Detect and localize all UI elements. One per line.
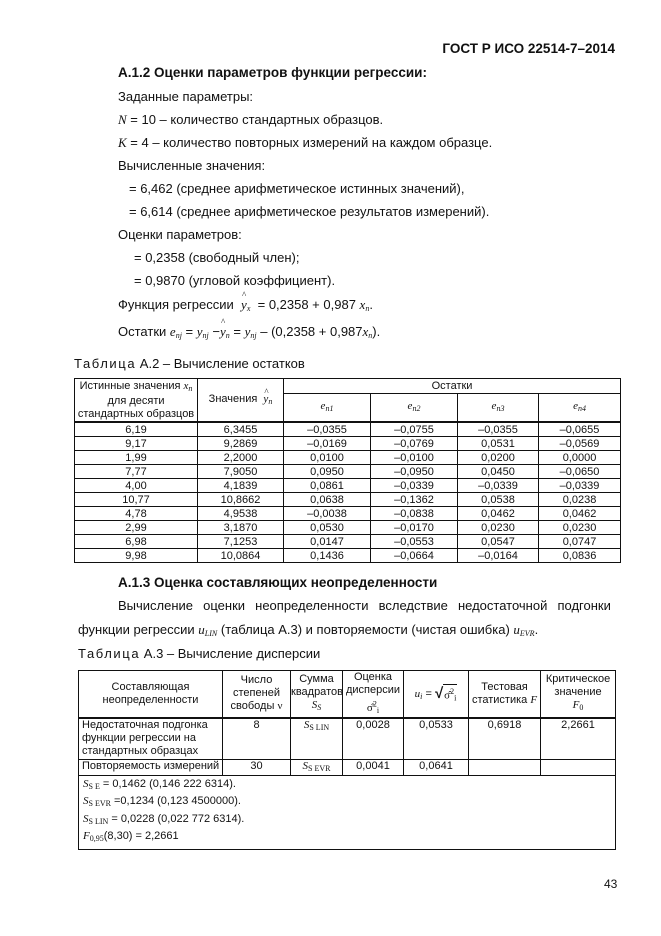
residual-cell: –0,1362 bbox=[371, 493, 458, 507]
k-param-text: = 4 – количество повторных измерений на каждом образце. bbox=[126, 135, 493, 150]
y-hat-symbol: ^ $y_x$ bbox=[241, 297, 250, 313]
table-row bbox=[75, 465, 621, 479]
true-values-header: Истинные значения $x_n$ для десяти стандартных образцов bbox=[75, 379, 198, 423]
sum-squares-header: Сумма квадратов $S_S$ bbox=[291, 671, 343, 718]
fitted-value-cell: 7,9050 bbox=[198, 465, 284, 479]
true-value-cell: 1,99 bbox=[75, 451, 198, 465]
caption-prefix: Таблица bbox=[74, 356, 137, 371]
mean-true-values: = 6,462 (среднее арифметическое истинных значений), bbox=[129, 181, 465, 196]
residual-cell: 0,0100 bbox=[284, 451, 371, 465]
residual-cell: –0,0664 bbox=[371, 549, 458, 563]
e-n2-header: $e_{n2}$ bbox=[371, 394, 458, 423]
residual-cell: –0,0838 bbox=[371, 507, 458, 521]
caption-prefix: Таблица bbox=[78, 646, 141, 661]
component-lack-of-fit: Недостаточная подгонка функции регрессии на стандартных образцах bbox=[79, 718, 223, 760]
residual-cell: –0,0339 bbox=[458, 479, 539, 493]
residual-cell: 0,0462 bbox=[458, 507, 539, 521]
critical-value-header: Критическое значение $F_0$ bbox=[541, 671, 616, 718]
regression-function-line: Функция регрессии ^ $y_x = 0,2358 + 0,987$ $x_n$. bbox=[118, 297, 373, 313]
caption-rest: А.2 – Вычисление остатков bbox=[136, 356, 305, 371]
regression-label: Функция регрессии bbox=[118, 297, 234, 312]
residual-cell: 0,0230 bbox=[458, 521, 539, 535]
residual-cell: 0,0531 bbox=[458, 437, 539, 451]
residual-cell: –0,0038 bbox=[284, 507, 371, 521]
fitted-value-cell: 6,3455 bbox=[198, 422, 284, 437]
fitted-value-cell: 9,2869 bbox=[198, 437, 284, 451]
f0-value bbox=[541, 759, 616, 775]
fitted-value-cell: 10,8662 bbox=[198, 493, 284, 507]
variance-value: 0,0041 bbox=[343, 759, 404, 775]
residual-cell: 0,0000 bbox=[539, 451, 621, 465]
a13-paragraph-line1: Вычисление оценки неопределенности вследствие недостаточной подгонки bbox=[118, 598, 611, 613]
fitted-value-cell: 4,1839 bbox=[198, 479, 284, 493]
residuals-label: Остатки bbox=[118, 324, 167, 339]
residual-cell: 0,0530 bbox=[284, 521, 371, 535]
fitted-value-cell: 4,9538 bbox=[198, 507, 284, 521]
true-value-cell: 9,17 bbox=[75, 437, 198, 451]
regression-formula: = 0,2358 + 0,987 bbox=[257, 297, 356, 312]
table-row bbox=[75, 493, 621, 507]
residuals-header: Остатки bbox=[284, 379, 621, 394]
residual-cell: 0,0547 bbox=[458, 535, 539, 549]
residual-cell: –0,0650 bbox=[539, 465, 621, 479]
u-formula-header: $u_i$ = √σ̂$^2_i$ bbox=[404, 671, 469, 718]
residual-cell: 0,0950 bbox=[284, 465, 371, 479]
section-a13-title: А.1.3 Оценка составляющих неопределенности bbox=[118, 575, 438, 590]
dof-header: Число степеней свободы ν bbox=[223, 671, 291, 718]
table-row bbox=[75, 479, 621, 493]
table-a3-caption bbox=[78, 646, 320, 661]
residual-cell: 0,0638 bbox=[284, 493, 371, 507]
table-a2-caption bbox=[74, 356, 305, 371]
fitted-values-header: Значения ^ $y_n$ bbox=[198, 379, 284, 423]
e-n4-header: $e_{n4}$ bbox=[539, 394, 621, 423]
component-repeatability: Повторяемость измерений bbox=[79, 759, 223, 775]
dof-value: 8 bbox=[223, 718, 291, 760]
variance-value: 0,0028 bbox=[343, 718, 404, 760]
residual-cell: 0,0861 bbox=[284, 479, 371, 493]
table-row bbox=[75, 437, 621, 451]
residual-cell: –0,0655 bbox=[539, 422, 621, 437]
k-param-line bbox=[118, 135, 492, 151]
variance-estimate-header: Оценка дисперсии σ̂$^2_i$ bbox=[343, 671, 404, 718]
residual-cell: –0,0100 bbox=[371, 451, 458, 465]
residual-cell: –0,0169 bbox=[284, 437, 371, 451]
variance-table bbox=[78, 670, 616, 850]
residual-cell: –0,0339 bbox=[539, 479, 621, 493]
residual-cell: –0,0164 bbox=[458, 549, 539, 563]
table-row bbox=[79, 718, 616, 760]
table-row bbox=[75, 422, 621, 437]
true-value-cell: 6,98 bbox=[75, 535, 198, 549]
dof-value: 30 bbox=[223, 759, 291, 775]
table-row bbox=[75, 521, 621, 535]
table-row bbox=[79, 759, 616, 775]
residuals-formula-line: Остатки $e_{nj} = y_{nj}$ −^ $y_n = y_{nj} - (0,2358 + 0,987x_n)$. bbox=[118, 324, 380, 340]
component-header: Составляющая неопределенности bbox=[79, 671, 223, 718]
given-params-label: Заданные параметры: bbox=[118, 89, 254, 104]
fitted-value-cell: 3,1870 bbox=[198, 521, 284, 535]
residual-cell: –0,0339 bbox=[371, 479, 458, 493]
residuals-table bbox=[74, 378, 621, 563]
table-notes bbox=[79, 775, 616, 849]
note-ssevr: $S_{S EVR} =0,1234$ (0,123 4500000). bbox=[83, 795, 241, 809]
n-symbol: N bbox=[118, 112, 127, 127]
residual-cell: –0,0553 bbox=[371, 535, 458, 549]
table-row bbox=[75, 451, 621, 465]
residual-cell: 0,0230 bbox=[539, 521, 621, 535]
residual-cell: –0,0170 bbox=[371, 521, 458, 535]
test-statistic-header: Тестовая статистика F bbox=[469, 671, 541, 718]
table-row bbox=[75, 549, 621, 563]
residual-cell: –0,0355 bbox=[284, 422, 371, 437]
residual-cell: –0,0755 bbox=[371, 422, 458, 437]
x-n-symbol: $x_n$ bbox=[359, 297, 370, 313]
table-row bbox=[75, 507, 621, 521]
residual-cell: –0,0355 bbox=[458, 422, 539, 437]
u-value: 0,0533 bbox=[404, 718, 469, 760]
a13-paragraph-line2: функции регрессии $u_{LIN}$ (таблица А.3) и повторяемости (чистая ошибка) $u_{EVR}$. bbox=[78, 622, 539, 638]
residual-cell: 0,0238 bbox=[539, 493, 621, 507]
k-symbol: K bbox=[118, 135, 127, 150]
slope-value: = 0,9870 (угловой коэффициент). bbox=[134, 273, 336, 288]
mean-measured-values: = 6,614 (среднее арифметическое результатов измерений). bbox=[129, 204, 490, 219]
page-number: 43 bbox=[604, 877, 618, 891]
table-row bbox=[75, 535, 621, 549]
standard-id-header: ГОСТ Р ИСО 22514-7–2014 bbox=[442, 41, 615, 56]
residual-cell: –0,0950 bbox=[371, 465, 458, 479]
n-param-line bbox=[118, 112, 383, 128]
f0-value: 2,2661 bbox=[541, 718, 616, 760]
e-n1-header: $e_{n1}$ bbox=[284, 394, 371, 423]
u-value: 0,0641 bbox=[404, 759, 469, 775]
residual-cell: –0,0569 bbox=[539, 437, 621, 451]
intercept-value: = 0,2358 (свободный член); bbox=[134, 250, 300, 265]
residual-cell: 0,0200 bbox=[458, 451, 539, 465]
computed-values-label: Вычисленные значения: bbox=[118, 158, 266, 173]
true-value-cell: 6,19 bbox=[75, 422, 198, 437]
f-value: 0,6918 bbox=[469, 718, 541, 760]
fitted-value-cell: 10,0864 bbox=[198, 549, 284, 563]
true-value-cell: 9,98 bbox=[75, 549, 198, 563]
fitted-value-cell: 2,2000 bbox=[198, 451, 284, 465]
residual-cell: 0,0538 bbox=[458, 493, 539, 507]
true-value-cell: 10,77 bbox=[75, 493, 198, 507]
fitted-value-cell: 7,1253 bbox=[198, 535, 284, 549]
residual-cell: –0,0769 bbox=[371, 437, 458, 451]
true-value-cell: 4,78 bbox=[75, 507, 198, 521]
residuals-formula-tail: – (0,2358 + 0,987 bbox=[260, 324, 363, 339]
e-n3-header: $e_{n3}$ bbox=[458, 394, 539, 423]
residual-cell: 0,0747 bbox=[539, 535, 621, 549]
true-value-cell: 4,00 bbox=[75, 479, 198, 493]
section-a12-title: А.1.2 Оценки параметров функции регрессии: bbox=[118, 65, 427, 80]
true-value-cell: 2,99 bbox=[75, 521, 198, 535]
residual-cell: 0,0462 bbox=[539, 507, 621, 521]
residual-cell: 0,0450 bbox=[458, 465, 539, 479]
note-sse: $S_{S E} = 0,1462$ (0,146 222 6314). bbox=[83, 777, 236, 791]
caption-rest: А.3 – Вычисление дисперсии bbox=[140, 646, 321, 661]
f-value bbox=[469, 759, 541, 775]
note-sslin: $S_{S LIN} = 0,0228$ (0,022 772 6314). bbox=[83, 812, 245, 826]
residual-cell: 0,1436 bbox=[284, 549, 371, 563]
param-estimates-label: Оценки параметров: bbox=[118, 227, 242, 242]
sum-squares-symbol: $S_{S EVR}$ bbox=[291, 759, 343, 775]
note-f-critical: $F_{0,95}(8,30) = 2,2661$ bbox=[83, 830, 179, 844]
residual-cell: 0,0147 bbox=[284, 535, 371, 549]
true-value-cell: 7,77 bbox=[75, 465, 198, 479]
residual-cell: 0,0836 bbox=[539, 549, 621, 563]
notes-row bbox=[79, 775, 616, 849]
sum-squares-symbol: $S_{S LIN}$ bbox=[291, 718, 343, 760]
n-param-text: = 10 – количество стандартных образцов. bbox=[126, 112, 384, 127]
